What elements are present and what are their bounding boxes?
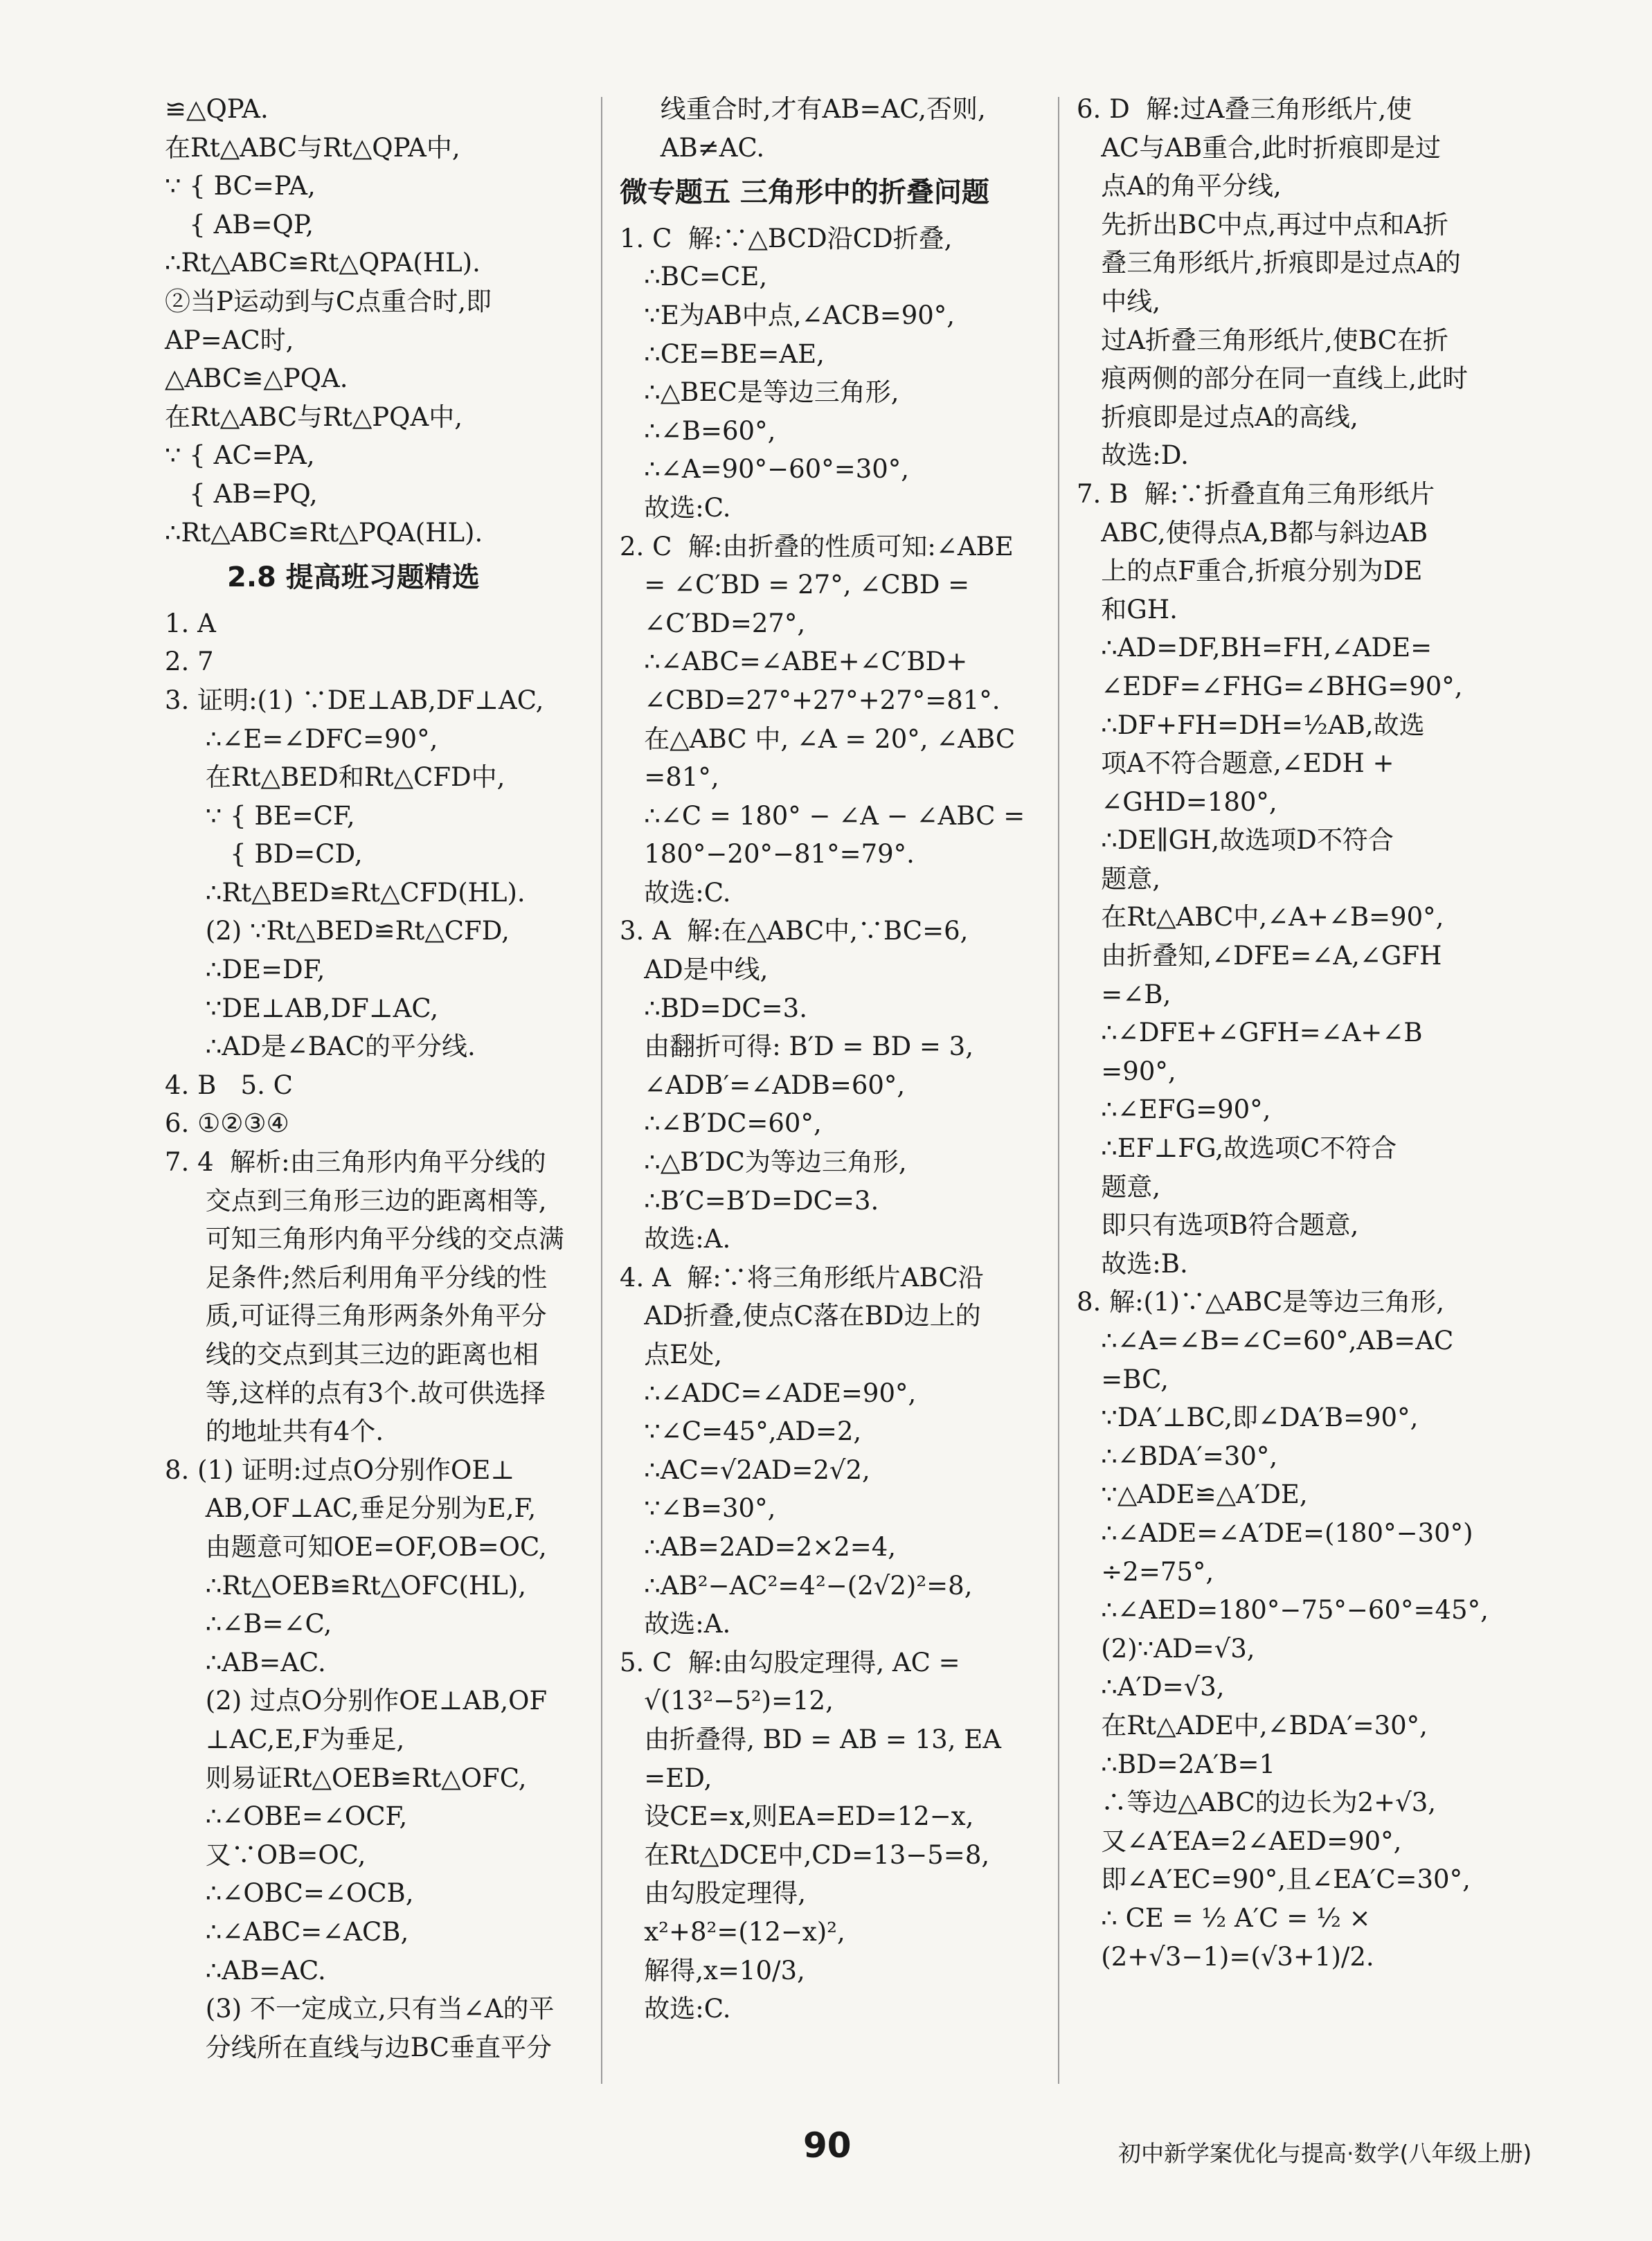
text-line: 解得,x=10/3, [620, 1955, 805, 1986]
text-line: 故选:C. [620, 877, 731, 908]
text-line: 4. A 解:∵将三角形纸片ABC沿 [620, 1262, 984, 1293]
text-line: ∴BC=CE, [620, 262, 768, 292]
text-line: ∵ { BC=PA, [165, 171, 316, 201]
text-line: 交点到三角形三边的距离相等, [165, 1185, 547, 1216]
text-line: 故选:D. [1077, 440, 1189, 471]
text-line: ∴AB²−AC²=4²−(2√2)²=8, [620, 1570, 973, 1601]
text-line: 的地址共有4个. [165, 1416, 384, 1447]
text-line: ∵E为AB中点,∠ACB=90°, [620, 300, 955, 330]
text-line: 7. B 解:∵折叠直角三角形纸片 [1077, 478, 1435, 509]
text-line: ∴AD是∠BAC的平分线. [165, 1032, 476, 1062]
text-line: 6. ①②③④ [165, 1108, 289, 1139]
text-line: 足条件;然后利用角平分线的性 [165, 1262, 548, 1293]
text-line: ∠GHD=180°, [1077, 786, 1277, 817]
text-line: ∴∠AED=180°−75°−60°=45°, [1077, 1595, 1489, 1626]
text-line: ∴DE=DF, [165, 955, 325, 985]
text-line: 和GH. [1077, 594, 1178, 624]
text-line: ∴BD=DC=3. [620, 993, 807, 1023]
text-line: 中线, [1077, 286, 1161, 316]
text-line: 叠三角形纸片,折痕即是过点A的 [1077, 248, 1461, 278]
page-number: 90 [803, 2125, 852, 2166]
text-line: ∵DE⊥AB,DF⊥AC, [165, 993, 439, 1023]
text-line: ∴Rt△ABC≌Rt△PQA(HL). [165, 517, 483, 548]
text-line: { AB=PQ, [165, 478, 318, 509]
text-line: ∴DE∥GH,故选项D不符合 [1077, 825, 1394, 856]
column-divider [1058, 97, 1059, 2084]
text-line: 在△ABC 中, ∠A = 20°, ∠ABC [620, 723, 1016, 754]
text-line: 在Rt△ABC中,∠A+∠B=90°, [1077, 902, 1444, 933]
text-line: { BD=CD, [165, 839, 363, 870]
text-line: 题意, [1077, 863, 1161, 894]
text-line: ∴∠C = 180° − ∠A − ∠ABC = [620, 800, 1025, 831]
text-line: ÷2=75°, [1077, 1556, 1214, 1587]
text-line: ∴∠B=∠C, [165, 1609, 332, 1639]
text-line: 故选:C. [620, 492, 731, 523]
text-line: 则易证Rt△OEB≌Rt△OFC, [165, 1763, 527, 1793]
text-line: ∵△ADE≌△A′DE, [1077, 1479, 1308, 1510]
text-line: (2)∵AD=√3, [1077, 1633, 1255, 1664]
book-title: 初中新学案优化与提高·数学(八年级上册) [1118, 2140, 1532, 2167]
text-line: 又∵OB=OC, [165, 1839, 366, 1870]
text-line: 即∠A′EC=90°,且∠EA′C=30°, [1077, 1864, 1471, 1895]
text-line: =ED, [620, 1763, 712, 1793]
text-line: ∴CE=BE=AE, [620, 339, 825, 369]
text-line: 故选:B. [1077, 1248, 1188, 1279]
text-line: = ∠C′BD = 27°, ∠CBD = [620, 570, 970, 600]
text-line: ∴ CE = ½ A′C = ½ × [1077, 1902, 1371, 1933]
text-line: =90°, [1077, 1056, 1176, 1086]
text-line: ∴∠EFG=90°, [1077, 1095, 1271, 1125]
text-line: √(13²−5²)=12, [620, 1686, 834, 1716]
text-line: 180°−20°−81°=79°. [620, 839, 915, 870]
text-line: 故选:C. [620, 1994, 731, 2024]
text-line: ∴AB=AC. [165, 1647, 326, 1677]
text-line: ∴∠DFE+∠GFH=∠A+∠B [1077, 1018, 1423, 1048]
text-line: 痕两侧的部分在同一直线上,此时 [1077, 363, 1469, 394]
text-line: ∠C′BD=27°, [620, 608, 806, 638]
text-line: ∴∠ADC=∠ADE=90°, [620, 1378, 917, 1408]
text-line: 1. A [165, 608, 216, 638]
text-line: ∴AD=DF,BH=FH,∠ADE= [1077, 633, 1433, 663]
text-line: ∴Rt△OEB≌Rt△OFC(HL), [165, 1570, 527, 1601]
text-line: =∠B, [1077, 979, 1171, 1009]
text-line: ∴AB=AC. [165, 1955, 326, 1986]
text-line: ∴∠ADE=∠A′DE=(180°−30°) [1077, 1518, 1473, 1548]
text-line: ∴∠A=90°−60°=30°, [620, 454, 910, 485]
text-line: 设CE=x,则EA=ED=12−x, [620, 1801, 974, 1832]
text-line: 5. C 解:由勾股定理得, AC = [620, 1647, 960, 1677]
text-line: 折痕即是过点A的高线, [1077, 402, 1358, 432]
text-line: ∵∠B=30°, [620, 1493, 776, 1524]
text-line: 过A折叠三角形纸片,使BC在折 [1077, 325, 1448, 355]
text-line: 故选:A. [620, 1609, 731, 1639]
text-line: 在Rt△ABC与Rt△PQA中, [165, 402, 463, 432]
text-line: ∴∠ABC=∠ACB, [165, 1916, 409, 1947]
column-3 [1077, 90, 1520, 1976]
text-line: 6. D 解:过A叠三角形纸片,使 [1077, 94, 1412, 124]
text-line: ∴∠ABC=∠ABE+∠C′BD+ [620, 647, 968, 677]
text-line: ∴AB=2AD=2×2=4, [620, 1531, 897, 1562]
text-line: 由勾股定理得, [620, 1878, 807, 1909]
text-line: (3) 不一定成立,只有当∠A的平 [165, 1994, 555, 2024]
text-line: 7. 4 解析:由三角形内角平分线的 [165, 1147, 546, 1178]
text-line: ∴∠BDA′=30°, [1077, 1441, 1278, 1471]
column-divider [601, 97, 602, 2084]
text-line: { AB=QP, [165, 209, 314, 240]
text-line: AP=AC时, [165, 325, 294, 355]
text-line: AC与AB重合,此时折痕即是过 [1077, 132, 1441, 163]
text-line: 项A不符合题意,∠EDH + [1077, 748, 1394, 779]
text-line: 题意, [1077, 1171, 1161, 1202]
text-line: 又∠A′EA=2∠AED=90°, [1077, 1826, 1402, 1856]
section-heading: 2.8 提高班习题精选 [227, 561, 480, 594]
text-line: 由折叠得, BD = AB = 13, EA [620, 1724, 1001, 1754]
text-line: 线重合时,才有AB=AC,否则, [620, 94, 986, 124]
text-line: ∴△BEC是等边三角形, [620, 377, 899, 408]
text-line: ∠ADB′=∠ADB=60°, [620, 1070, 906, 1100]
text-line: (2+√3−1)=(√3+1)/2. [1077, 1941, 1374, 1972]
text-line: 可知三角形内角平分线的交点满 [165, 1224, 564, 1254]
text-line: =81°, [620, 762, 719, 793]
text-line: 8. 解:(1)∵△ABC是等边三角形, [1077, 1287, 1445, 1317]
column-2 [620, 90, 1049, 2028]
text-line: 即只有选项B符合题意, [1077, 1210, 1359, 1241]
text-line: ∴BD=2A′B=1 [1077, 1749, 1276, 1779]
text-line: 点E处, [620, 1340, 723, 1369]
text-line: ∴等边△ABC的边长为2+√3, [1077, 1788, 1437, 1818]
section-heading: 微专题五 三角形中的折叠问题 [620, 177, 989, 209]
text-line: 2. C 解:由折叠的性质可知:∠ABE [620, 531, 1014, 561]
text-line: ∴∠A=∠B=∠C=60°,AB=AC [1077, 1326, 1454, 1356]
text-line: 1. C 解:∵△BCD沿CD折叠, [620, 223, 953, 253]
text-line: x²+8²=(12−x)², [620, 1916, 845, 1947]
text-line: 由题意可知OE=OF,OB=OC, [165, 1531, 547, 1562]
text-line: (2) 过点O分别作OE⊥AB,OF [165, 1686, 548, 1716]
text-line: 由折叠知,∠DFE=∠A,∠GFH [1077, 941, 1442, 971]
text-line: 8. (1) 证明:过点O分别作OE⊥ [165, 1455, 515, 1485]
text-line: (2) ∵Rt△BED≌Rt△CFD, [165, 916, 510, 946]
text-line: ∴∠OBE=∠OCF, [165, 1801, 408, 1832]
text-line: 由翻折可得: B′D = BD = 3, [620, 1032, 973, 1062]
text-line: 2. 7 [165, 647, 214, 677]
text-line: ∠CBD=27°+27°+27°=81°. [620, 685, 1000, 715]
text-line: 质,可证得三角形两条外角平分 [165, 1301, 547, 1331]
text-line: ∴DF+FH=DH=½AB,故选 [1077, 710, 1425, 740]
text-line: ∠EDF=∠FHG=∠BHG=90°, [1077, 671, 1463, 701]
text-line: 4. B 5. C [165, 1070, 293, 1100]
text-line: 在Rt△DCE中,CD=13−5=8, [620, 1839, 990, 1870]
text-line: 3. A 解:在△ABC中,∵BC=6, [620, 916, 969, 946]
text-line: ∵∠C=45°,AD=2, [620, 1416, 862, 1447]
text-line: AB≠AC. [620, 132, 765, 163]
text-line: 点A的角平分线, [1077, 171, 1282, 201]
text-line: AB,OF⊥AC,垂足分别为E,F, [165, 1493, 537, 1524]
text-line: ∴A′D=√3, [1077, 1672, 1225, 1702]
text-line: △ABC≌△PQA. [165, 363, 348, 394]
text-line: 分线所在直线与边BC垂直平分 [165, 2032, 552, 2062]
text-line: ⊥AC,E,F为垂足, [165, 1724, 405, 1754]
text-line: ∴B′C=B′D=DC=3. [620, 1185, 879, 1216]
text-line: ABC,使得点A,B都与斜边AB [1077, 517, 1428, 548]
column-1 [165, 90, 594, 2067]
text-line: ∴Rt△ABC≌Rt△QPA(HL). [165, 248, 481, 278]
text-line: ∴AC=√2AD=2√2, [620, 1455, 870, 1485]
text-line: 在Rt△ABC与Rt△QPA中, [165, 132, 460, 163]
text-line: ∴EF⊥FG,故选项C不符合 [1077, 1133, 1397, 1164]
text-line: ∴△B′DC为等边三角形, [620, 1147, 907, 1178]
text-line: 在Rt△BED和Rt△CFD中, [165, 762, 505, 793]
text-line: ∵DA′⊥BC,即∠DA′B=90°, [1077, 1403, 1419, 1433]
text-line: 先折出BC中点,再过中点和A折 [1077, 209, 1448, 240]
text-line: ∴∠E=∠DFC=90°, [165, 723, 438, 754]
text-line: ∴∠B=60°, [620, 415, 776, 446]
text-line: ∵ { BE=CF, [165, 800, 355, 831]
text-line: 故选:A. [620, 1224, 731, 1254]
text-line: ∵ { AC=PA, [165, 440, 315, 471]
text-line: ∴∠OBC=∠OCB, [165, 1878, 414, 1909]
text-line: ②当P运动到与C点重合时,即 [165, 286, 492, 316]
text-line: =BC, [1077, 1364, 1169, 1394]
text-line: ∴Rt△BED≌Rt△CFD(HL). [165, 877, 526, 908]
text-line: 3. 证明:(1) ∵DE⊥AB,DF⊥AC, [165, 685, 544, 715]
text-line: AD折叠,使点C落在BD边上的 [620, 1301, 981, 1331]
text-line: 上的点F重合,折痕分别为DE [1077, 556, 1423, 586]
text-line: ≌△QPA. [165, 94, 269, 124]
text-line: 线的交点到其三边的距离也相 [165, 1340, 539, 1369]
text-line: AD是中线, [620, 955, 769, 985]
text-line: 等,这样的点有3个.故可供选择 [165, 1378, 546, 1408]
text-line: ∴∠B′DC=60°, [620, 1108, 822, 1139]
text-line: 在Rt△ADE中,∠BDA′=30°, [1077, 1710, 1428, 1740]
